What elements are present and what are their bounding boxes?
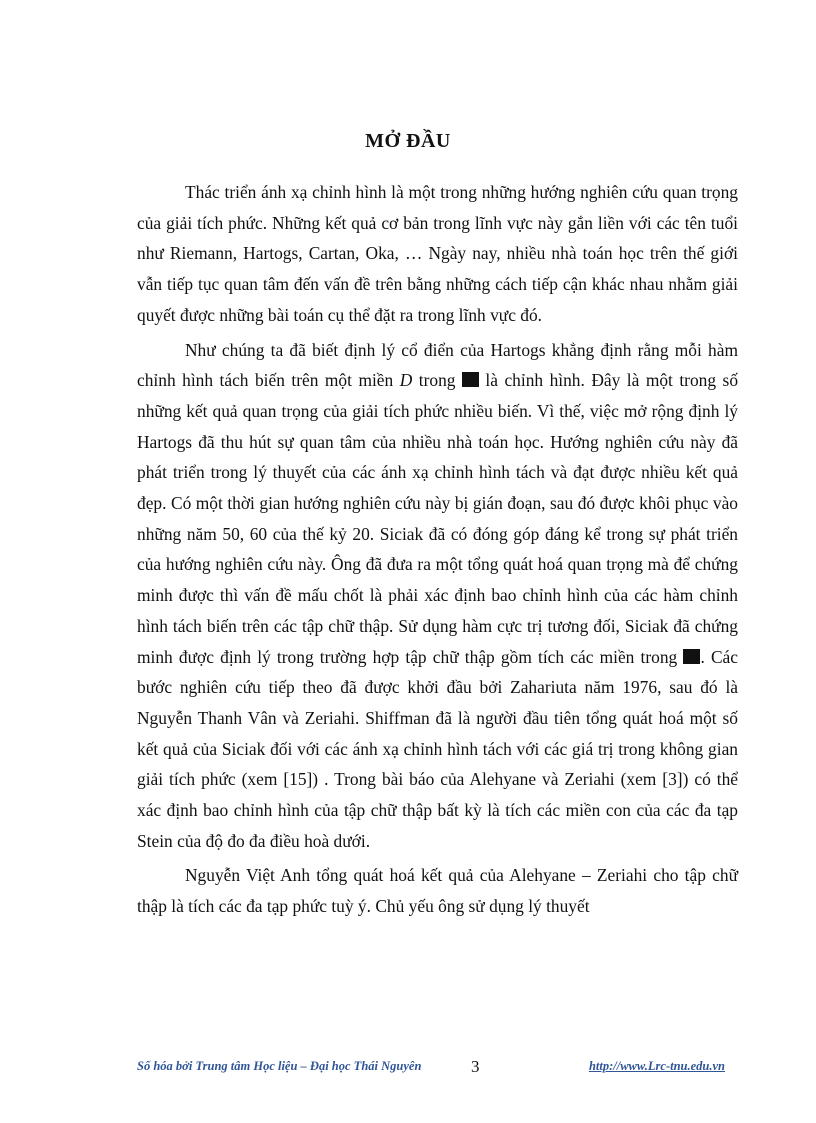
page-number: 3 (471, 1057, 480, 1076)
footer-link[interactable]: http://www.Lrc-tnu.edu.vn (588, 1059, 725, 1073)
page-title: MỞ ĐẦU (365, 130, 451, 152)
paragraph-2-part-b: trong (412, 370, 462, 391)
body-text (137, 177, 738, 922)
paragraph-2-part-d: . Các bước nghiên cứu tiếp theo đã được khởi đầu bởi Zahariuta năm 1976, sau đó là Nguyễn Thanh Vân và Zeriahi. Shiffman đã là người đầu tiên tổng quát hoá một số kết quả của Siciak đối với các ánh xạ chỉnh hình tách với các giá trị trong không gian giải tích phức (xem [15]) . Trong bài báo của Alehyane và Zeriahi (xem [3]) có thể xác định bao chỉnh hình của tập chữ thập bất kỳ là tích các miền con của các đa tạp Stein của độ đo đa điều hoà dưới. (137, 646, 738, 851)
paragraph-1: Thác triển ánh xạ chỉnh hình là một trong những hướng nghiên cứu quan trọng của giải tích phức. Những kết quả cơ bản trong lĩnh vực này gắn liền với các tên tuổi như Riemann, Hartogs, Cartan, Oka, … Ngày nay, nhiều nhà toán học trên thế giới vẫn tiếp tục quan tâm đến vấn đề trên bằng những cách tiếp cận khác nhau nhằm giải quyết được những bài toán cụ thể đặt ra trong lĩnh vực đó. (137, 182, 738, 325)
paragraph-2-part-c: là chỉnh hình. Đây là một trong số những kết quả quan trọng của giải tích phức nhiều biến. Vì thế, việc mở rộng định lý Hartogs đã thu hút sự quan tâm của nhiều nhà toán học. Hướng nghiên cứu này đã phát triển trong lý thuyết của các ánh xạ chỉnh hình tách và đạt được nhiều kết quả đẹp. Có một thời gian hướng nghiên cứu này bị gián đoạn, sau đó được khôi phục vào những năm 50, 60 của thế kỷ 20. Siciak đã có đóng góp đáng kể trong sự phát triển của hướng nghiên cứu này. Ông đã đưa ra một tổng quát hoá quan trọng mà để chứng minh được thì vấn đề mấu chốt là phải xác định bao chỉnh hình của các hàm chỉnh hình tách biến trên các tập chữ thập. Sử dụng hàm cực trị tương đối, Siciak đã chứng minh được định lý trong trường hợp tập chữ thập gồm tích các miền trong (137, 370, 739, 667)
domain-variable: D (399, 370, 413, 391)
math-symbol-image (683, 649, 700, 664)
math-symbol-image (462, 372, 479, 387)
paragraph-2 (137, 335, 738, 857)
footer-source: Số hóa bởi Trung tâm Học liệu – Đại học Thái Nguyên (137, 1059, 422, 1073)
page-footer (0, 1059, 816, 1079)
paragraph-2-part-a: Như chúng ta đã biết định lý cổ điển của Hartogs khẳng định rằng mỗi hàm chỉnh hình tách biến trên một miền (137, 339, 738, 391)
paragraph-3: Nguyễn Việt Anh tổng quát hoá kết quả của Alehyane – Zeriahi cho tập chữ thập là tích các đa tạp phức tuỳ ý. Chủ yếu ông sử dụng lý thuyết (137, 865, 738, 917)
